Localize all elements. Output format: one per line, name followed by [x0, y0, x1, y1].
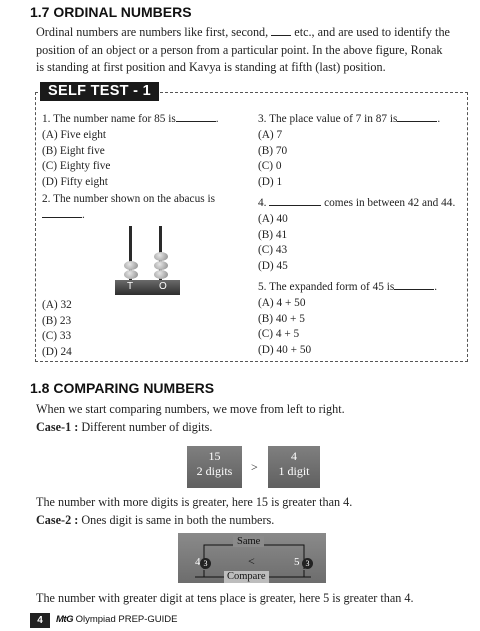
case1-text: Different number of digits. [81, 420, 213, 434]
question-2-options [42, 298, 72, 360]
question-4-number: 4. [258, 197, 267, 209]
option: (D) Fifty eight [42, 175, 108, 188]
option: (C) Eighty five [42, 160, 111, 172]
para-line1a: Ordinal numbers are numbers like first, second, [36, 25, 269, 39]
question-3: 3. The place value of 7 in 87 is . [258, 113, 441, 125]
compare-label: Compare [224, 571, 269, 583]
left-tens-digit: 4 [195, 556, 201, 568]
section-heading-comparing: 1.8 COMPARING NUMBERS [30, 380, 215, 396]
question-4 [258, 196, 455, 212]
greater-than-sign: > [251, 460, 258, 474]
option: (A) Five eight [42, 129, 107, 141]
left-ones-digit: 3 [200, 558, 211, 569]
answer-blank [271, 26, 291, 36]
question-2: 2. The number shown on the abacus is . [42, 193, 215, 221]
option: (B) 70 [258, 144, 288, 157]
less-than-sign: < [248, 554, 255, 568]
right-ones-digit: 3 [302, 558, 313, 569]
box-caption: 1 digit [278, 464, 310, 478]
option: (B) Eight five [42, 144, 105, 157]
para-line1b: etc., and are used to identify the [294, 25, 450, 39]
abacus-bead [154, 261, 168, 270]
option: (D) 40 + 50 [258, 343, 312, 356]
box-number: 4 [291, 449, 297, 463]
abacus-bead [154, 270, 168, 279]
case2-text: Ones digit is same in both the numbers. [81, 513, 275, 527]
option: (D) 45 [258, 259, 288, 272]
case2-label: Case-2 : [36, 513, 79, 527]
case1-result: The number with more digits is greater, here 15 is greater than 4. [36, 495, 353, 509]
option: (A) 40 [258, 213, 288, 225]
comparing-intro: When we start comparing numbers, we move from left to right. [36, 402, 345, 416]
digits-box-4 [268, 446, 320, 488]
option: (B) 23 [42, 314, 72, 327]
para-line2: position of an object or a person from a particular point. In the above figure, Ronak [36, 42, 443, 57]
abacus-label-ones: O [159, 281, 167, 292]
page-number: 4 [30, 613, 50, 628]
section-heading-ordinal: 1.7 ORDINAL NUMBERS [30, 4, 192, 20]
answer-blank [394, 280, 434, 290]
question-4-options [258, 212, 288, 274]
digits-box-15 [187, 446, 242, 488]
question-3-text: 3. The place value of 7 in 87 is [258, 113, 398, 125]
option: (C) 4 + 5 [258, 328, 300, 340]
option: (A) 4 + 50 [258, 297, 306, 309]
case2-line [36, 512, 274, 530]
option: (A) 32 [42, 299, 72, 311]
self-test-title: SELF TEST - 1 [40, 82, 159, 101]
right-tens-digit: 5 [294, 556, 300, 568]
case1-label: Case-1 : [36, 420, 79, 434]
option: (B) 40 + 5 [258, 312, 305, 325]
question-1: 1. The number name for 85 is . [42, 113, 219, 125]
answer-blank [397, 112, 437, 122]
option: (A) 7 [258, 129, 283, 141]
abacus-label-tens: T [127, 281, 134, 292]
guide-title: Olympiad PREP-GUIDE [75, 614, 178, 625]
para-line3: is standing at first position and Kavya is standing at fifth (last) position. [36, 60, 386, 74]
case2-diagram [178, 533, 326, 583]
case1-line [36, 419, 212, 437]
question-1-text: 1. The number name for 85 is [42, 113, 176, 125]
box-number: 15 [208, 449, 221, 463]
option: (D) 1 [258, 175, 283, 188]
brand-logo: MtG [56, 614, 73, 625]
question-5-text: 5. The expanded form of 45 is [258, 281, 395, 293]
abacus-bead [124, 261, 138, 270]
question-2-text: 2. The number shown on the abacus is [42, 193, 215, 205]
question-1-options [42, 128, 110, 190]
question-4-text: comes in between 42 and 44. [324, 197, 456, 209]
box-caption: 2 digits [196, 464, 233, 478]
answer-blank [269, 196, 321, 206]
abacus-bead [124, 270, 138, 279]
case2-result: The number with greater digit at tens place is greater, here 5 is greater than 4. [36, 591, 414, 605]
abacus-bead [154, 252, 168, 261]
footer-guide [56, 614, 178, 625]
question-5: 5. The expanded form of 45 is . [258, 281, 438, 293]
question-5-options [258, 296, 311, 358]
option: (C) 43 [258, 244, 288, 256]
answer-blank [176, 112, 216, 122]
ordinal-paragraph [36, 24, 476, 77]
option: (C) 0 [258, 160, 282, 172]
option: (C) 33 [42, 330, 72, 342]
abacus-base [115, 280, 180, 295]
question-3-options [258, 128, 287, 190]
answer-blank [42, 208, 82, 218]
option: (B) 41 [258, 228, 288, 241]
same-label: Same [233, 536, 264, 547]
option: (D) 24 [42, 345, 72, 358]
